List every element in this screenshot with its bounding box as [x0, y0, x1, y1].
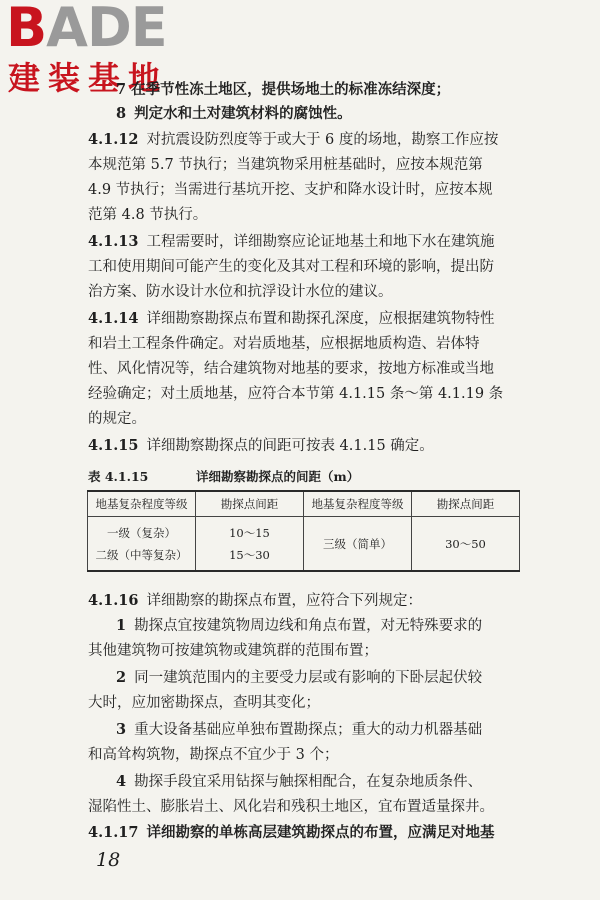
header-grade-left: 地基复杂程度等级 — [88, 491, 196, 517]
item-1-line-2: 其他建筑物可按建筑物或建筑群的范围布置； — [88, 643, 378, 659]
clause-4-1-14-line-5: 的规定。 — [88, 411, 146, 427]
spacing-level-2: 15～30 — [229, 547, 270, 562]
clause-4-1-16-line-1: 4.1.16 详细勘察的勘探点布置，应符合下列规定： — [88, 592, 422, 609]
item-1-line-1: 1 勘探点宜按建筑物周边线和角点布置，对无特殊要求的 — [116, 617, 483, 634]
clause-4-1-12-line-2: 本规范第 5.7 节执行；当建筑物采用桩基础时，应按本规范第 — [88, 157, 483, 173]
clause-4-1-14-line-1: 4.1.14 详细勘察勘探点布置和勘探孔深度，应根据建筑物特性 — [88, 310, 495, 327]
spacing-level-1: 10～15 — [229, 525, 270, 540]
item-2-line-1: 2 同一建筑范围内的主要受力层或有影响的下卧层起伏较 — [116, 669, 483, 686]
page-number: 18 — [96, 849, 121, 871]
logo-wordmark: BADE — [6, 0, 167, 59]
item-3-line-2: 和高耸构筑物，勘探点不宜少于 3 个； — [88, 747, 339, 763]
clause-4-1-12-line-3: 4.9 节执行；当需进行基坑开挖、支护和降水设计时，应按本规 — [88, 182, 493, 198]
clause-4-1-12-line-4: 范第 4.8 节执行。 — [88, 207, 208, 223]
cell-spacing-right: 30～50 — [412, 517, 520, 572]
item-2-line-2: 大时，应加密勘探点，查明其变化； — [88, 695, 320, 711]
header-spacing-right: 勘探点间距 — [412, 491, 520, 517]
spacing-table — [87, 490, 520, 572]
header-spacing-left: 勘探点间距 — [196, 491, 304, 517]
clause-4-1-17-line-1: 4.1.17 详细勘察的单栋高层建筑勘探点的布置，应满足对地基 — [88, 824, 495, 841]
item-3-line-1: 3 重大设备基础应单独布置勘探点；重大的动力机器基础 — [116, 721, 483, 738]
grade-level-1: 一级（复杂） — [107, 525, 176, 540]
item-8-line: 8 判定水和土对建筑材料的腐蚀性。 — [116, 105, 352, 122]
clause-4-1-15-line-1: 4.1.15 详细勘察勘探点的间距可按表 4.1.15 确定。 — [88, 437, 434, 454]
header-grade-right: 地基复杂程度等级 — [304, 491, 412, 517]
clause-4-1-12-line-1: 4.1.12 对抗震设防烈度等于或大于 6 度的场地，勘察工作应按 — [88, 131, 499, 148]
table-caption — [88, 468, 518, 486]
clause-4-1-14-line-2: 和岩土工程条件确定。对岩质地基，应根据地质构造、岩体特 — [88, 336, 480, 352]
item-7-line: 7 在季节性冻土地区，提供场地土的标准冻结深度； — [116, 81, 451, 98]
cell-grade-left — [88, 517, 196, 572]
clause-4-1-14-line-3: 性、风化情况等，结合建筑物对地基的要求，按地方标准或当地 — [88, 361, 494, 377]
table-title: 详细勘察勘探点的间距（m） — [196, 469, 360, 484]
cell-spacing-left — [196, 517, 304, 572]
logo-tagline: 建装基地 — [8, 59, 169, 97]
table-id: 表 4.1.15 — [88, 469, 149, 484]
clause-4-1-13-line-1: 4.1.13 工程需要时，详细勘察应论证地基土和地下水在建筑施 — [88, 233, 495, 250]
cell-grade-right: 三级（简单） — [304, 517, 412, 572]
clause-4-1-14-line-4: 经验确定；对土质地基，应符合本节第 4.1.15 条～第 4.1.19 条 — [88, 386, 504, 402]
clause-4-1-13-line-3: 治方案、防水设计水位和抗浮设计水位的建议。 — [88, 284, 393, 300]
item-4-line-1: 4 勘探手段宜采用钻探与触探相配合，在复杂地质条件、 — [116, 773, 483, 790]
item-4-line-2: 湿陷性土、膨胀岩土、风化岩和残积土地区，宜布置适量探井。 — [88, 799, 494, 815]
table-row — [88, 517, 520, 572]
clause-4-1-13-line-2: 工和使用期间可能产生的变化及其对工程和环境的影响，提出防 — [88, 259, 494, 275]
grade-level-2: 二级（中等复杂） — [95, 547, 188, 562]
table-header-row — [88, 491, 520, 517]
